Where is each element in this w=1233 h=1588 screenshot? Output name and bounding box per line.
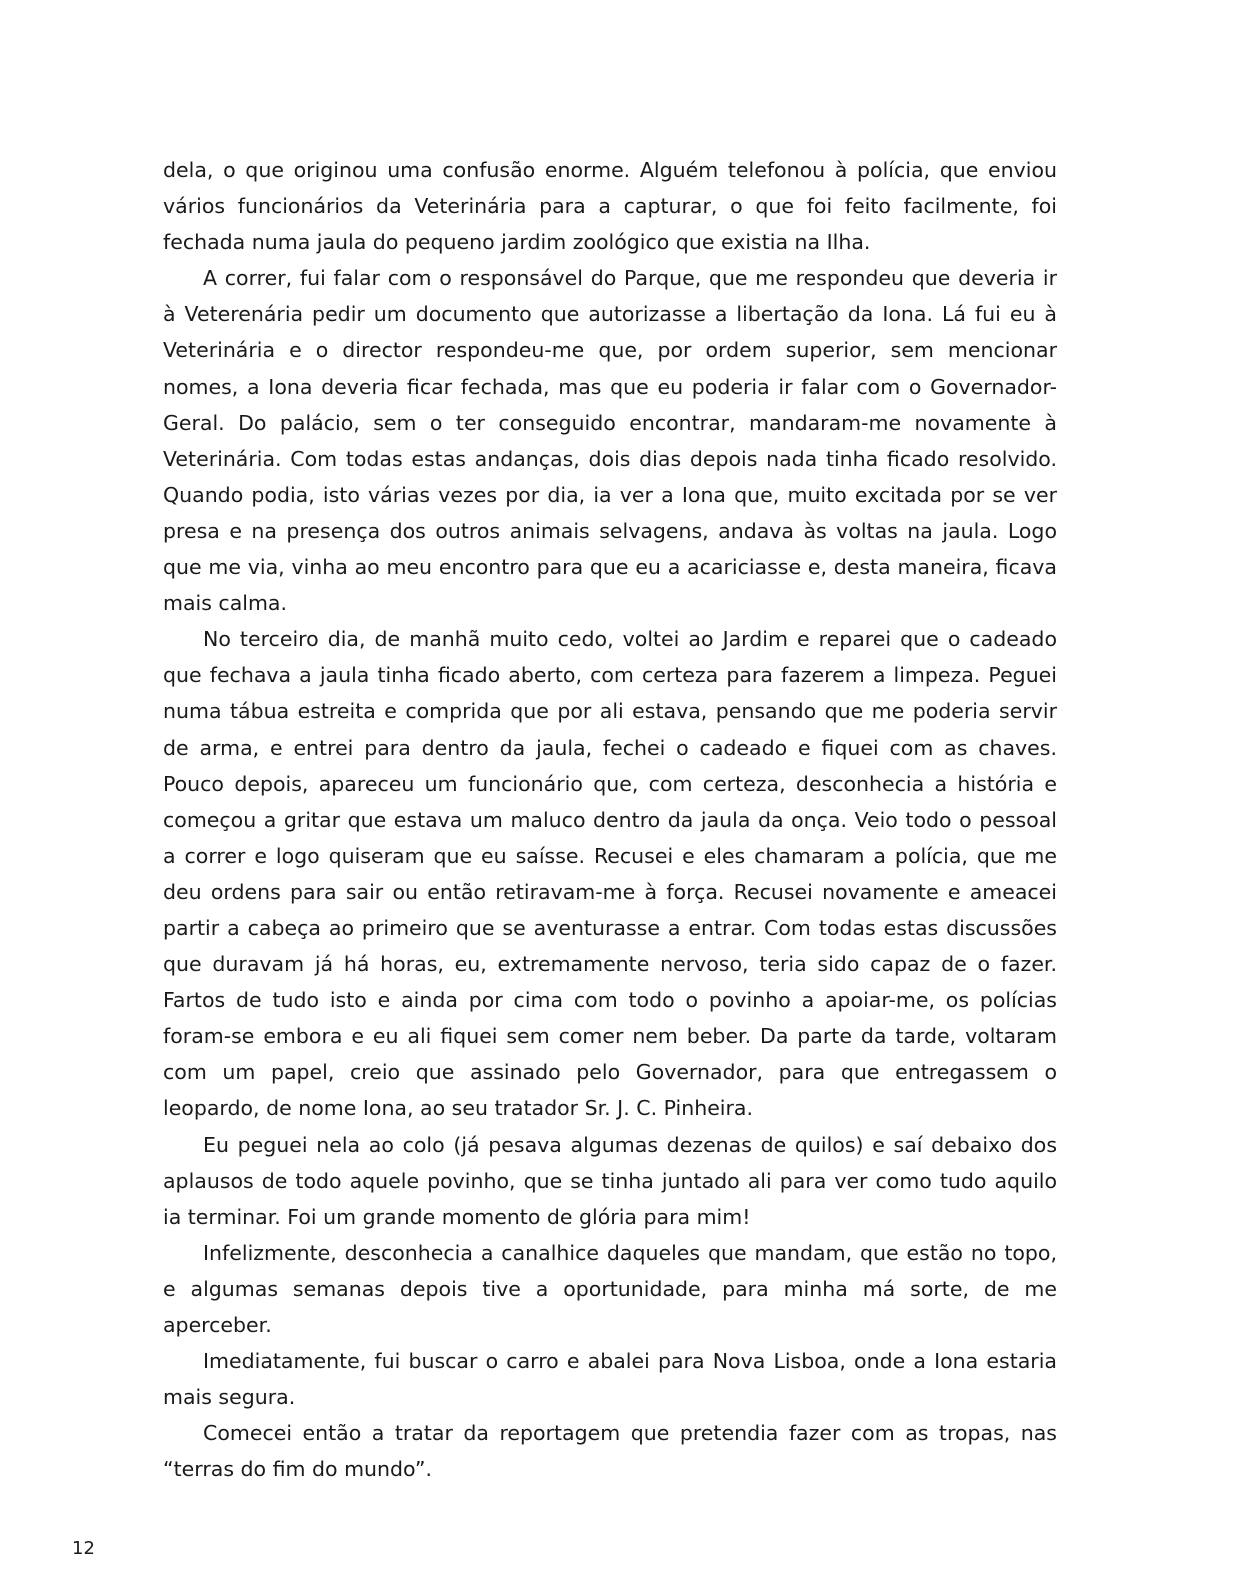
paragraph: Comecei então a tratar da reportagem que pretendia fazer com as tropas, nas “terras do fim do mundo”. bbox=[163, 1421, 1057, 1482]
paragraph: Infelizmente, desconhecia a canalhice daqueles que mandam, que estão no topo, e algumas semanas depois tive a oportunidade, para minha má sorte, de me aperceber. bbox=[163, 1240, 1057, 1337]
paragraph: A correr, fui falar com o responsável do Parque, que me respondeu que deveria ir à Veterenária pedir um documento que autorizasse a libertação da Iona. Lá fui eu à Veterinária e o director respondeu-me que, por ordem superior, sem mencionar nomes, a Iona deveria ficar fechada, mas que eu poderia ir falar com o Governador-Geral. Do palácio, sem o ter conseguido encontrar, mandaram-me novamente à Veterinária. Com todas estas andanças, dois dias depois nada tinha ficado resolvido. Quando podia, isto várias vezes por dia, ia ver a Iona que, muito excitada por se ver presa e na presença dos outros animais selvagens, andava às voltas na jaula. Logo que me via, vinha ao meu encontro para que eu a acariciasse e, desta maneira, ficava mais calma. bbox=[163, 266, 1057, 616]
paragraph: No terceiro dia, de manhã muito cedo, voltei ao Jardim e reparei que o cadeado que fechava a jaula tinha ficado aberto, com certeza para fazerem a limpeza. Peguei numa tábua estreita e comprida que por ali estava, pensando que me poderia servir de arma, e entrei para dentro da jaula, fechei o cadeado e fiquei com as chaves. Pouco depois, apareceu um funcionário que, com certeza, desconhecia a história e começou a gritar que estava um maluco dentro da jaula da onça. Veio todo o pessoal a correr e logo quiseram que eu saísse. Recusei e eles chamaram a polícia, que me deu ordens para sair ou então retiravam-me à força. Recusei novamente e ameacei partir a cabeça ao primeiro que se aventurasse a entrar. Com todas estas discussões que duravam já há horas, eu, extremamente nervoso, teria sido capaz de o fazer. Fartos de tudo isto e ainda por cima com todo o povinho a apoiar-me, os polícias foram-se embora e eu ali fiquei sem comer nem beber. Da parte da tarde, voltaram com um papel, creio que assinado pelo Governador, para que entregassem o leopardo, de nome Iona, ao seu tratador Sr. J. C. Pinheira. bbox=[163, 627, 1057, 1121]
body-text bbox=[163, 152, 1057, 1487]
paragraph: dela, o que originou uma confusão enorme. Alguém telefonou à polícia, que enviou vários funcionários da Veterinária para a capturar, o que foi feito facilmente, foi fechada numa jaula do pequeno jardim zoológico que existia na Ilha. bbox=[163, 158, 1057, 255]
paragraph: Imediatamente, fui buscar o carro e abalei para Nova Lisboa, onde a Iona estaria mais segura. bbox=[163, 1349, 1057, 1410]
paragraph: Eu peguei nela ao colo (já pesava algumas dezenas de quilos) e saí debaixo dos aplausos de todo aquele povinho, que se tinha juntado ali para ver como tudo aquilo ia terminar. Foi um grande momento de glória para mim! bbox=[163, 1132, 1057, 1229]
page-number: 12 bbox=[72, 1538, 95, 1559]
